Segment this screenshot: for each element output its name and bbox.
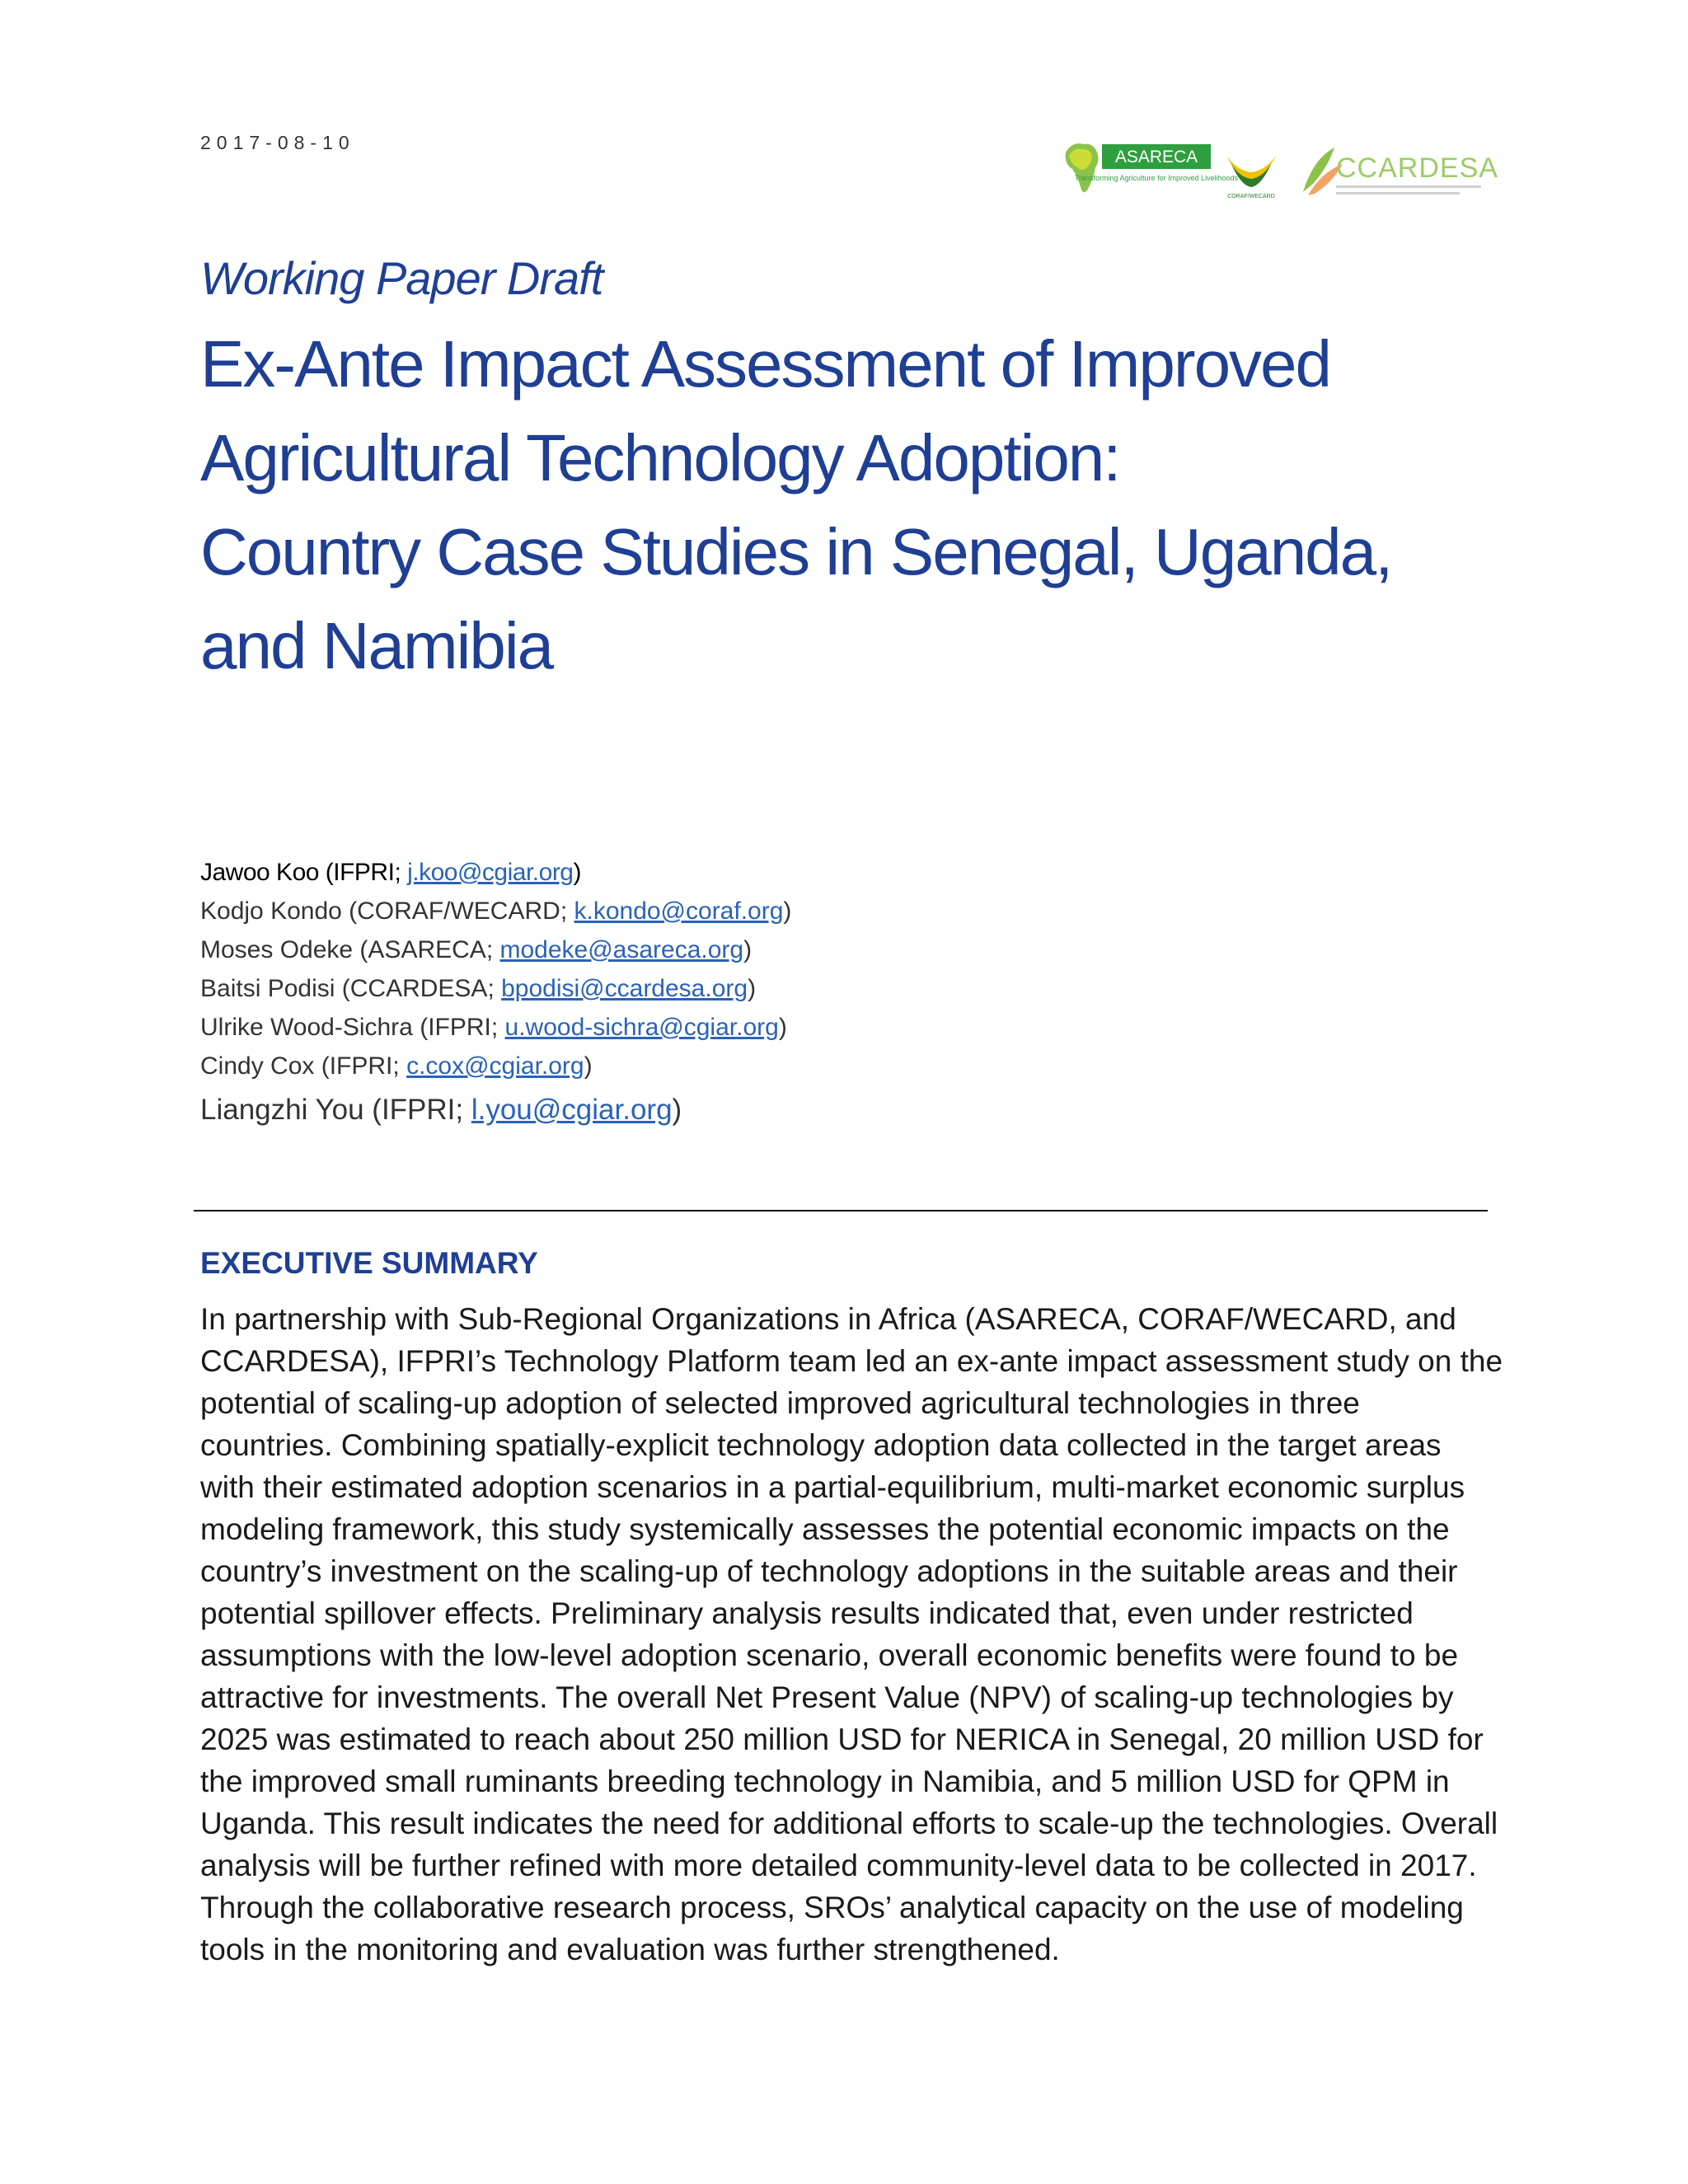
summary-line: In partnership with Sub-Regional Organizations in Africa (ASARECA, CORAF/WECARD, and xyxy=(200,1302,1456,1336)
author-email-link[interactable]: u.wood-sichra@cgiar.org xyxy=(504,1014,779,1041)
paper-title xyxy=(200,317,1519,693)
title-line: Agricultural Technology Adoption: xyxy=(200,421,1120,494)
summary-line: tools in the monitoring and evaluation was further strengthened. xyxy=(200,1933,1060,1966)
summary-line: attractive for investments. The overall Net Present Value (NPV) of scaling-up technologies by xyxy=(200,1680,1454,1714)
author-entry: Moses Odeke (ASARECA; modeke@asareca.org) xyxy=(200,936,753,963)
author-name: Cindy Cox xyxy=(200,1052,315,1080)
ccardesa-logo xyxy=(1296,143,1498,202)
author-name: Jawoo Koo xyxy=(200,859,319,886)
author-name: Kodjo Kondo xyxy=(200,898,342,925)
author-name: Baitsi Podisi xyxy=(200,975,335,1002)
author-org: ASARECA xyxy=(368,936,486,963)
author-name: Ulrike Wood-Sichra xyxy=(200,1014,413,1041)
document-date: 2017-08-10 xyxy=(200,132,355,153)
author-org: CORAF/WECARD xyxy=(357,898,560,925)
title-line: Country Case Studies in Senegal, Uganda, xyxy=(200,515,1392,588)
author-entry: Jawoo Koo (IFPRI; j.koo@cgiar.org) xyxy=(200,859,581,886)
section-divider xyxy=(194,1210,1488,1212)
summary-line: countries. Combining spatially-explicit technology adoption data collected in the target areas xyxy=(200,1428,1442,1462)
summary-line: with their estimated adoption scenarios in a partial-equilibrium, multi-market economic surplus xyxy=(200,1470,1465,1504)
author-email-link[interactable]: l.you@cgiar.org xyxy=(471,1094,673,1126)
summary-line: CCARDESA), IFPRI’s Technology Platform team led an ex-ante impact assessment study on the xyxy=(200,1344,1503,1378)
author-name: Moses Odeke xyxy=(200,936,354,963)
summary-line: the improved small ruminants breeding technology in Namibia, and 5 million USD for QPM in xyxy=(200,1765,1450,1798)
executive-summary-paragraph xyxy=(200,1298,1503,1971)
executive-summary-heading: EXECUTIVE SUMMARY xyxy=(200,1246,538,1280)
coraf-logo-text: CORAF/WECARD xyxy=(1227,194,1275,199)
author-org: IFPRI xyxy=(381,1094,456,1126)
ccardesa-logo-text: CCARDESA xyxy=(1336,152,1498,184)
summary-line: analysis will be further refined with more detailed community-level data to be collected in 2017. xyxy=(200,1849,1477,1882)
summary-line: modeling framework, this study systemically assesses the potential economic impacts on the xyxy=(200,1512,1450,1546)
author-email-link[interactable]: k.kondo@coraf.org xyxy=(574,898,784,925)
author-org: CCARDESA xyxy=(349,975,488,1002)
author-list xyxy=(200,853,791,1133)
summary-line: potential spillover effects. Preliminary analysis results indicated that, even under restricted xyxy=(200,1596,1414,1630)
title-line: and Namibia xyxy=(200,609,553,682)
summary-line: Uganda. This result indicates the need for additional efforts to scale-up the technologies. Overall xyxy=(200,1807,1498,1840)
author-entry: Liangzhi You (IFPRI; l.you@cgiar.org) xyxy=(200,1094,682,1126)
author-email-link[interactable]: c.cox@cgiar.org xyxy=(406,1052,584,1080)
author-name: Liangzhi You xyxy=(200,1094,364,1126)
author-email-link[interactable]: modeke@asareca.org xyxy=(499,936,744,963)
author-email-link[interactable]: bpodisi@ccardesa.org xyxy=(501,975,748,1002)
author-org: IFPRI xyxy=(329,1052,393,1080)
author-org: IFPRI xyxy=(333,859,395,886)
author-entry: Kodjo Kondo (CORAF/WECARD; k.kondo@coraf.org) xyxy=(200,898,792,925)
summary-line: Through the collaborative research process, SROs’ analytical capacity on the use of modeling xyxy=(200,1891,1464,1924)
summary-line: country’s investment on the scaling-up of technology adoptions in the suitable areas and their xyxy=(200,1554,1458,1588)
asareca-logo-tagline: Transforming Agriculture for Improved Livelihoods xyxy=(1074,174,1239,182)
author-email-link[interactable]: j.koo@cgiar.org xyxy=(407,859,574,886)
title-line: Ex-Ante Impact Assessment of Improved xyxy=(200,327,1331,401)
asareca-logo xyxy=(1057,136,1239,202)
asareca-logo-text: ASARECA xyxy=(1114,148,1198,166)
author-entry: Ulrike Wood-Sichra (IFPRI; u.wood-sichra@cgiar.org) xyxy=(200,1014,787,1041)
author-org: IFPRI xyxy=(428,1014,491,1041)
summary-line: 2025 was estimated to reach about 250 million USD for NERICA in Senegal, 20 million USD for xyxy=(200,1722,1484,1756)
partner-logos xyxy=(1057,136,1498,210)
author-entry: Cindy Cox (IFPRI; c.cox@cgiar.org) xyxy=(200,1052,593,1080)
working-paper-label: Working Paper Draft xyxy=(200,252,603,304)
author-entry: Baitsi Podisi (CCARDESA; bpodisi@ccardesa.org) xyxy=(200,975,757,1002)
summary-line: potential of scaling-up adoption of selected improved agricultural technologies in three xyxy=(200,1386,1360,1420)
summary-line: assumptions with the low-level adoption scenario, overall economic benefits were found to be xyxy=(200,1638,1459,1672)
coraf-logo xyxy=(1222,146,1280,200)
